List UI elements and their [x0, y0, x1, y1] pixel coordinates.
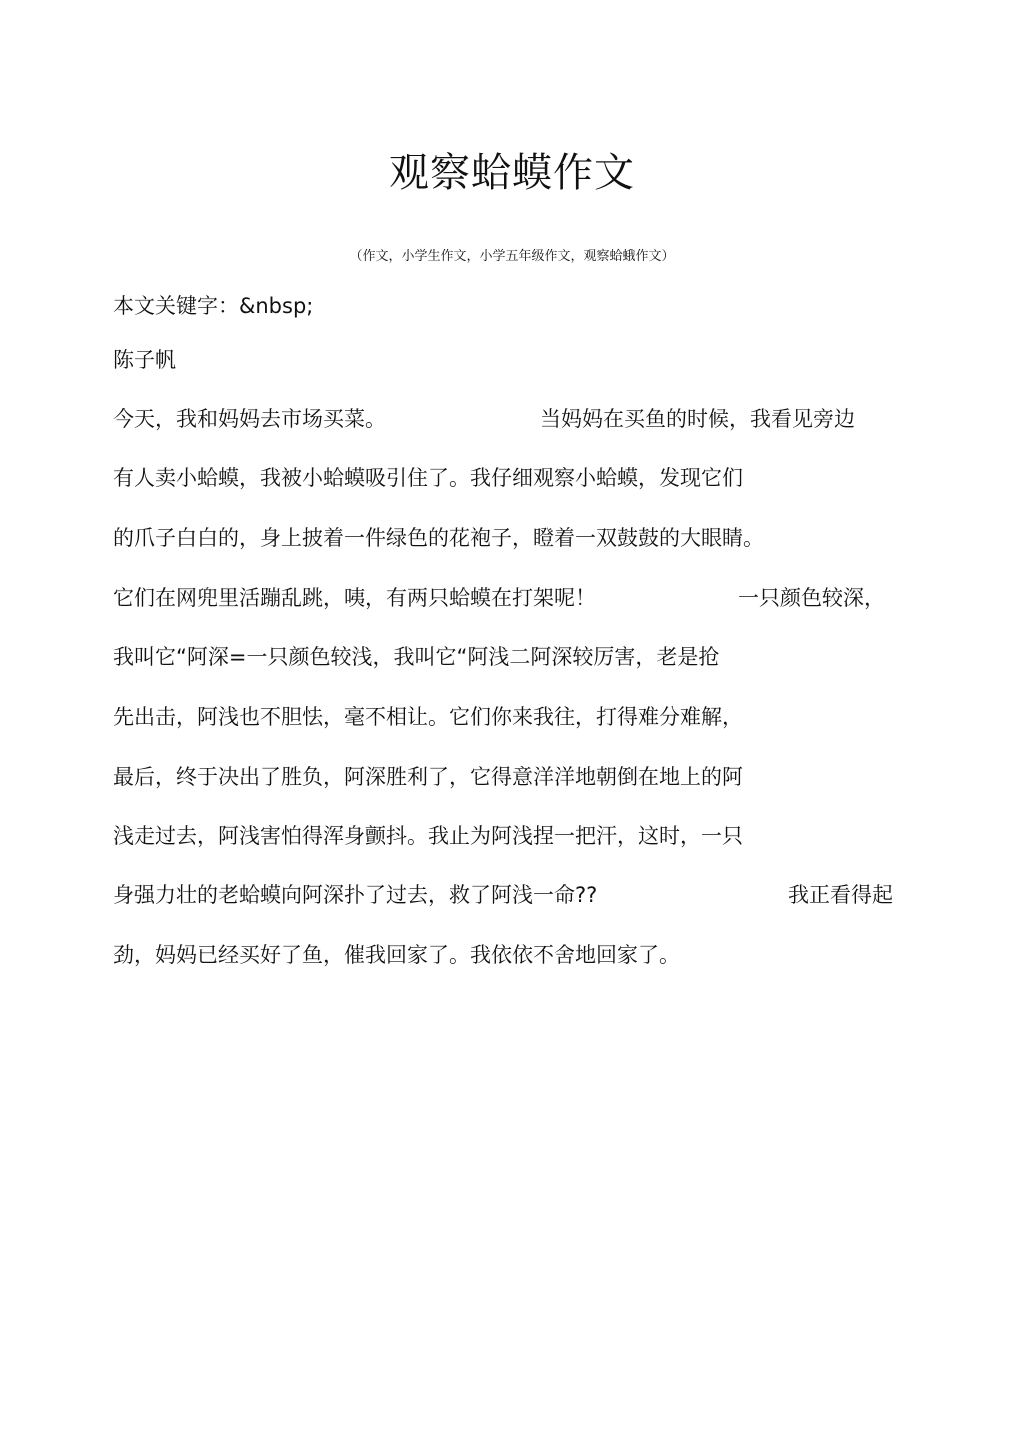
paragraph-line	[113, 464, 743, 492]
line-text: 今天，我和妈妈去市场买菜。	[113, 407, 386, 431]
line-text-continued: 一只颜色较深，	[738, 586, 885, 610]
author-name: 陈子帆	[113, 348, 176, 372]
paragraph-line	[113, 703, 743, 731]
line-text: 我叫它“阿深=一只颜色较浅，我叫它“阿浅二阿深较厉害，老是抢	[113, 645, 720, 669]
paragraph-line	[113, 941, 680, 969]
paragraph-line	[113, 405, 386, 433]
paragraph-line	[113, 584, 596, 612]
line-text-continued: 我正看得起	[788, 883, 893, 907]
keywords-line: 本文关键字：&nbsp;	[113, 294, 314, 318]
line-text: 身强力壮的老蛤蟆向阿深扑了过去，救了阿浅一命??	[113, 883, 598, 907]
paragraph-line	[113, 881, 597, 909]
paragraph-line	[113, 524, 764, 552]
line-text: 浅走过去，阿浅害怕得浑身颤抖。我止为阿浅捏一把汗，这时，一只	[113, 824, 743, 848]
line-text: 先出击，阿浅也不胆怯，毫不相让。它们你来我往，打得难分难解，	[113, 705, 743, 729]
paragraph-line	[113, 822, 743, 850]
line-text: 有人卖小蛤蟆，我被小蛤蟆吸引住了。我仔细观察小蛤蟆，发现它们	[113, 466, 743, 490]
paragraph-line	[113, 643, 719, 671]
paragraph-line	[113, 763, 743, 791]
line-text: 它们在网兜里活蹦乱跳，咦，有两只蛤蟆在打架呢！	[113, 586, 596, 610]
line-text: 最后，终于决出了胜负，阿深胜利了，它得意洋洋地朝倒在地上的阿	[113, 765, 743, 789]
document-title: 观察蛤蟆作文	[389, 150, 635, 196]
document-tags: （作文，小学生作文，小学五年级作文，观察蛤蛾作文）	[349, 249, 675, 264]
line-text: 劲，妈妈已经买好了鱼，催我回家了。我依依不舍地回家了。	[113, 943, 680, 967]
line-text: 的爪子白白的，身上披着一件绿色的花袍子，瞪着一双鼓鼓的大眼睛。	[113, 526, 764, 550]
line-text-continued: 当妈妈在买鱼的时候，我看见旁边	[540, 407, 855, 431]
